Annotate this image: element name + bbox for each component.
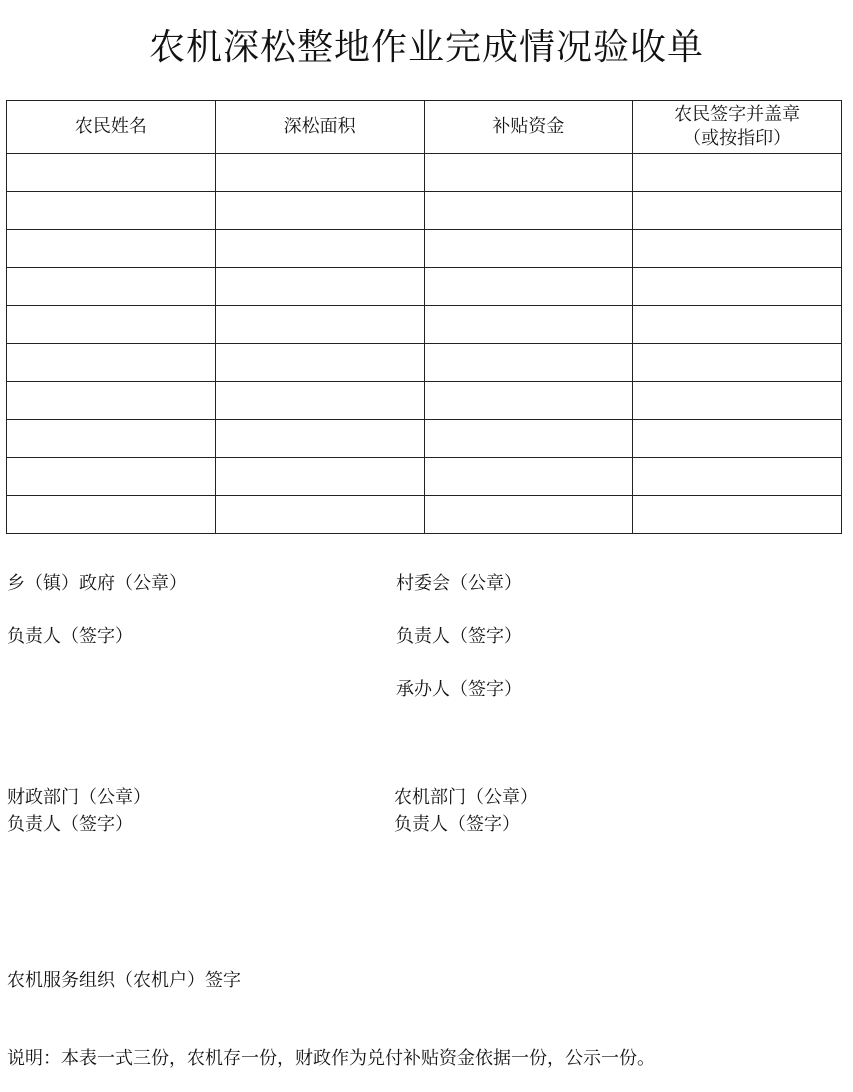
table-cell[interactable] — [633, 496, 842, 534]
table-cell[interactable] — [424, 192, 633, 230]
header-farmer-name: 农民姓名 — [7, 101, 216, 154]
table-row — [7, 154, 842, 192]
table-cell[interactable] — [424, 154, 633, 192]
village-handler-signature-label: 承办人（签字） — [396, 679, 522, 700]
table-cell[interactable] — [7, 154, 216, 192]
table-cell[interactable] — [215, 192, 424, 230]
village-committee-seal-label: 村委会（公章） — [396, 573, 522, 594]
table-cell[interactable] — [215, 458, 424, 496]
table-row — [7, 496, 842, 534]
header-farmer-signature-line1: 农民签字并盖章 — [674, 104, 801, 125]
table-cell[interactable] — [633, 344, 842, 382]
agri-machinery-department-seal-label: 农机部门（公章） — [394, 787, 538, 808]
table-cell[interactable] — [424, 420, 633, 458]
finance-department-seal-label: 财政部门（公章） — [7, 787, 151, 808]
table-row — [7, 344, 842, 382]
table-cell[interactable] — [424, 230, 633, 268]
table-cell[interactable] — [633, 268, 842, 306]
table-cell[interactable] — [633, 230, 842, 268]
table-cell[interactable] — [424, 344, 633, 382]
table-cell[interactable] — [7, 268, 216, 306]
table-row — [7, 268, 842, 306]
header-farmer-signature — [633, 101, 842, 154]
table-cell[interactable] — [633, 306, 842, 344]
table-cell[interactable] — [7, 344, 216, 382]
table-body — [7, 154, 842, 534]
table-cell[interactable] — [7, 496, 216, 534]
table-cell[interactable] — [633, 154, 842, 192]
service-organization-signature-label: 农机服务组织（农机户）签字 — [7, 970, 241, 991]
table-cell[interactable] — [215, 154, 424, 192]
table-row — [7, 420, 842, 458]
village-leader-signature-label: 负责人（签字） — [396, 626, 522, 647]
table-cell[interactable] — [215, 344, 424, 382]
table-row — [7, 230, 842, 268]
table-cell[interactable] — [215, 382, 424, 420]
table-cell[interactable] — [215, 420, 424, 458]
header-farmer-signature-line2: （或按指印） — [683, 128, 792, 149]
agri-leader-signature-label: 负责人（签字） — [394, 814, 520, 835]
table-cell[interactable] — [215, 268, 424, 306]
table-cell[interactable] — [424, 458, 633, 496]
table-cell[interactable] — [7, 382, 216, 420]
table-cell[interactable] — [633, 192, 842, 230]
table-cell[interactable] — [215, 230, 424, 268]
table-cell[interactable] — [7, 306, 216, 344]
table-cell[interactable] — [424, 268, 633, 306]
table-row — [7, 382, 842, 420]
table-cell[interactable] — [7, 420, 216, 458]
table-cell[interactable] — [633, 458, 842, 496]
township-leader-signature-label: 负责人（签字） — [7, 626, 133, 647]
township-government-seal-label: 乡（镇）政府（公章） — [7, 573, 187, 594]
table-cell[interactable] — [7, 458, 216, 496]
header-subsoiling-area: 深松面积 — [215, 101, 424, 154]
acceptance-table — [6, 100, 842, 534]
instructions-note: 说明：本表一式三份，农机存一份，财政作为兑付补贴资金依据一份，公示一份。 — [7, 1048, 655, 1069]
table-cell[interactable] — [424, 496, 633, 534]
table-cell[interactable] — [633, 382, 842, 420]
table-cell[interactable] — [215, 306, 424, 344]
table-cell[interactable] — [7, 230, 216, 268]
table-header-row — [7, 101, 842, 154]
header-subsidy-funds: 补贴资金 — [424, 101, 633, 154]
table-row — [7, 458, 842, 496]
table-cell[interactable] — [424, 382, 633, 420]
table-cell[interactable] — [633, 420, 842, 458]
table-cell[interactable] — [424, 306, 633, 344]
table-row — [7, 192, 842, 230]
table-cell[interactable] — [215, 496, 424, 534]
page-title: 农机深松整地作业完成情况验收单 — [148, 27, 704, 68]
table-cell[interactable] — [7, 192, 216, 230]
table-row — [7, 306, 842, 344]
finance-leader-signature-label: 负责人（签字） — [7, 814, 133, 835]
